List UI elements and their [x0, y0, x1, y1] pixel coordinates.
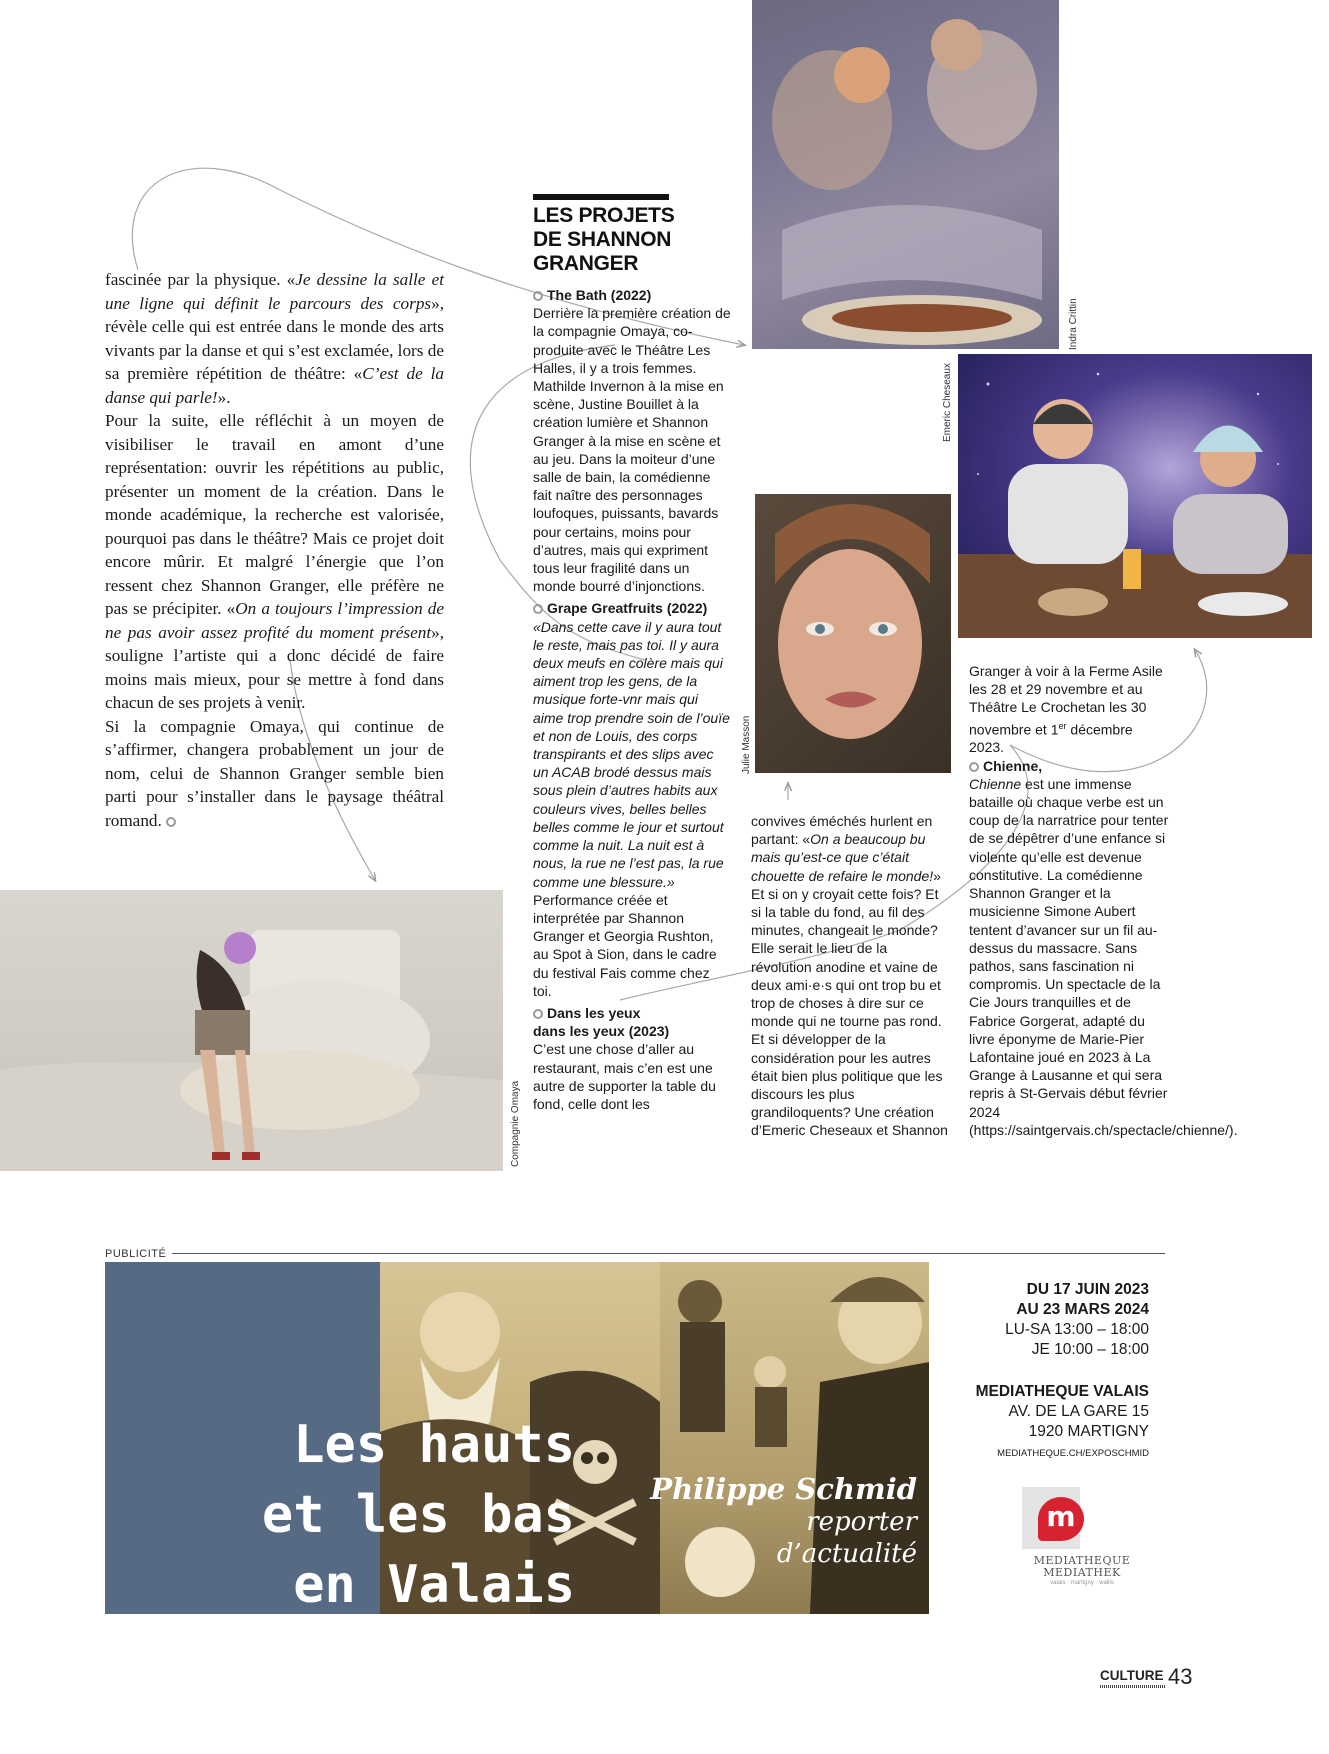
bath-title: The Bath (2022) — [533, 286, 731, 304]
ad-label: PUBLICITÉ — [105, 1248, 167, 1260]
yeux-text: C’est une chose d’aller au restaurant, mais c’en est une autre de supporter la table du fond, celle dont les — [533, 1041, 716, 1112]
credit-indra: Indra Crittin — [1068, 298, 1079, 350]
photo-performer-bath — [0, 890, 503, 1171]
yeux-dates: Granger à voir à la Ferme Asile les 28 et 29 novembre et au Théâtre Le Crochetan les 30 novembre et 1er décembre 2023. — [969, 663, 1163, 756]
credit-omaya: Compagnie Omaya — [510, 1080, 521, 1167]
grape-title: Grape Greatfruits (2022) — [533, 599, 731, 617]
paragraph-1: fascinée par la physique. «Je dessine la salle et une ligne qui définit le parcours des corps», révèle celle qui est entrée dans le monde des arts vivants par la danse et qui s’est exclamée, lors de sa première répétition de théâtre: «C’est de la danse qui parle!». — [105, 270, 444, 407]
photo-two-men-galaxy — [958, 354, 1312, 638]
sidebar-column-3 — [751, 812, 949, 1140]
credit-julie: Julie Masson — [741, 715, 752, 774]
ad-author: Philippe Schmid reporter d’actualité — [650, 1472, 917, 1569]
section-label: CULTURE — [1100, 1668, 1164, 1683]
sidebar-column-2 — [533, 286, 731, 1113]
credit-emeric: Emeric Cheseaux — [942, 363, 953, 442]
page-number: 43 — [1167, 1664, 1193, 1689]
paragraph-2: Pour la suite, elle réfléchit à un moyen de visibiliser le travail en amont d’une représentation: ouvrir les répétitions au public, présenter un moment de la création. Dans le monde académique, la recherche est valorisée, pourquoi pas dans le théâtre? Mais ce projet doit encore mûrir. Et malgré l’énergie que l’on ressent chez Shannon Granger, elle préfère ne pas se précipiter. «On a toujours l’impression de ne pas avoir assez profité du moment présent», souligne l’artiste qui a donc décidé de faire moins mais mieux, pour se mettre à fond dans chacun de ses projets à venir. — [105, 411, 444, 712]
yeux-title: Dans les yeux dans les yeux (2023) — [533, 1004, 670, 1040]
chienne-text: Chienne est une immense bataille où chaque verbe est un coup de la narratrice pour tenter de se dépêtrer d’une enfance si violente qu’elle est devenue constitutive. La comédienne Shannon Granger et la musicienne Simone Aubert tentent d’avancer sur un fil au-dessus du massacre. Sans pathos, sans fascination ni compromis. Un spectacle de la Cie Jours tranquilles et de Fabrice Gorgerat, adapté du livre éponyme de Marie-Pier Lafontaine joué en 2023 à La Grange à Lausanne et qui sera repris à St-Gervais début février 2024 (https://saintgervais.ch/spectacle/chienne/). — [969, 775, 1238, 1138]
article-body — [105, 268, 444, 832]
end-mark-icon — [166, 817, 176, 827]
chienne-title: Chienne, — [969, 757, 1169, 775]
sidebar-title-bar — [533, 194, 669, 200]
bullet-icon — [969, 762, 979, 772]
photo-two-performers — [752, 0, 1059, 349]
paragraph-3: Si la compagnie Omaya, qui continue de s’affirmer, changera probablement un jour de nom, celui de Shannon Granger semble bien parti pour s’installer dans le paysage théâtral romand. — [105, 716, 444, 830]
grape-quote: «Dans cette cave il y aura tout le reste, mais pas toi. Il y aura deux meufs en colère mais qui aiment trop les gens, de la musique forte-vnr mais qui aime trop prendre soin de l’ouïe et non de Louis, des corps transpirants et des slips avec un ACAB brodé dessus mais sous plein d’autres habits aux couleurs vives, belles belles belles comme le jour et surtout comme la nuit. La nuit est à nous, la rue ne l’est pas, la rue comme une blessure.» — [533, 618, 730, 890]
sidebar-title: LES PROJETS DE SHANNON GRANGER — [533, 204, 675, 275]
footer — [1100, 1664, 1192, 1694]
ad-banner: Les hauts et les bas en Valais Philippe Schmid reporter d’actualité — [105, 1262, 929, 1614]
sidebar-column-4 — [969, 662, 1238, 1139]
bath-text: Derrière la première création de la compagnie Omaya, co-produite avec le Théâtre Les Halles, il y a trois femmes. Mathilde Invernon à la mise en scène, Justine Bouillet à la création lumière et Shannon Granger à la mise en scène et au jeu. Dans la moiteur d’une salle de bain, la comédienne fait naître des personnages loufoques, puissants, bavards pour certains, moins pour d’autres, mais qui expriment tous leur fragilité dans un monde bourré d’injonctions. — [533, 305, 731, 595]
bullet-icon — [533, 604, 543, 614]
bullet-icon — [533, 1009, 543, 1019]
photo-portrait-woman — [755, 494, 951, 773]
ad-rule — [172, 1253, 1165, 1254]
mediatheque-logo: m MEDIATHEQUE MEDIATHEK valais · martigny · wallis — [1022, 1487, 1142, 1599]
bullet-icon — [533, 291, 543, 301]
footer-barcode — [1100, 1685, 1166, 1688]
ad-details: DU 17 JUIN 2023 AU 23 MARS 2024 LU-SA 13:00 – 18:00 JE 10:00 – 18:00 MEDIATHEQUE VALAIS AV. DE LA GARE 15 1920 MARTIGNY MEDIATHEQUE.CH/EXPOSCHMID — [975, 1281, 1149, 1459]
logo-m-icon: m — [1038, 1497, 1084, 1541]
yeux-text-continued: convives éméchés hurlent en partant: «On a beaucoup bu mais qu’est-ce que c’était chouette de refaire le monde!» Et si on y croyait cette fois? Et si la table du fond, au fil des minutes, changeait le monde? Elle serait le lieu de la révolution anodine et vaine de deux ami·e·s qui ont trop bu et trop de choses à dire sur ce monde qui ne tourne pas rond. Et si développer de la considération pour les autres était bien plus politique que les discours les plus grandiloquents? Une création d’Emeric Cheseaux et Shannon — [751, 813, 948, 1139]
grape-text: Performance créée et interprétée par Shannon Granger et Georgia Rushton, au Spot à Sion, dans le cadre du festival Fais comme chez toi. — [533, 891, 717, 999]
